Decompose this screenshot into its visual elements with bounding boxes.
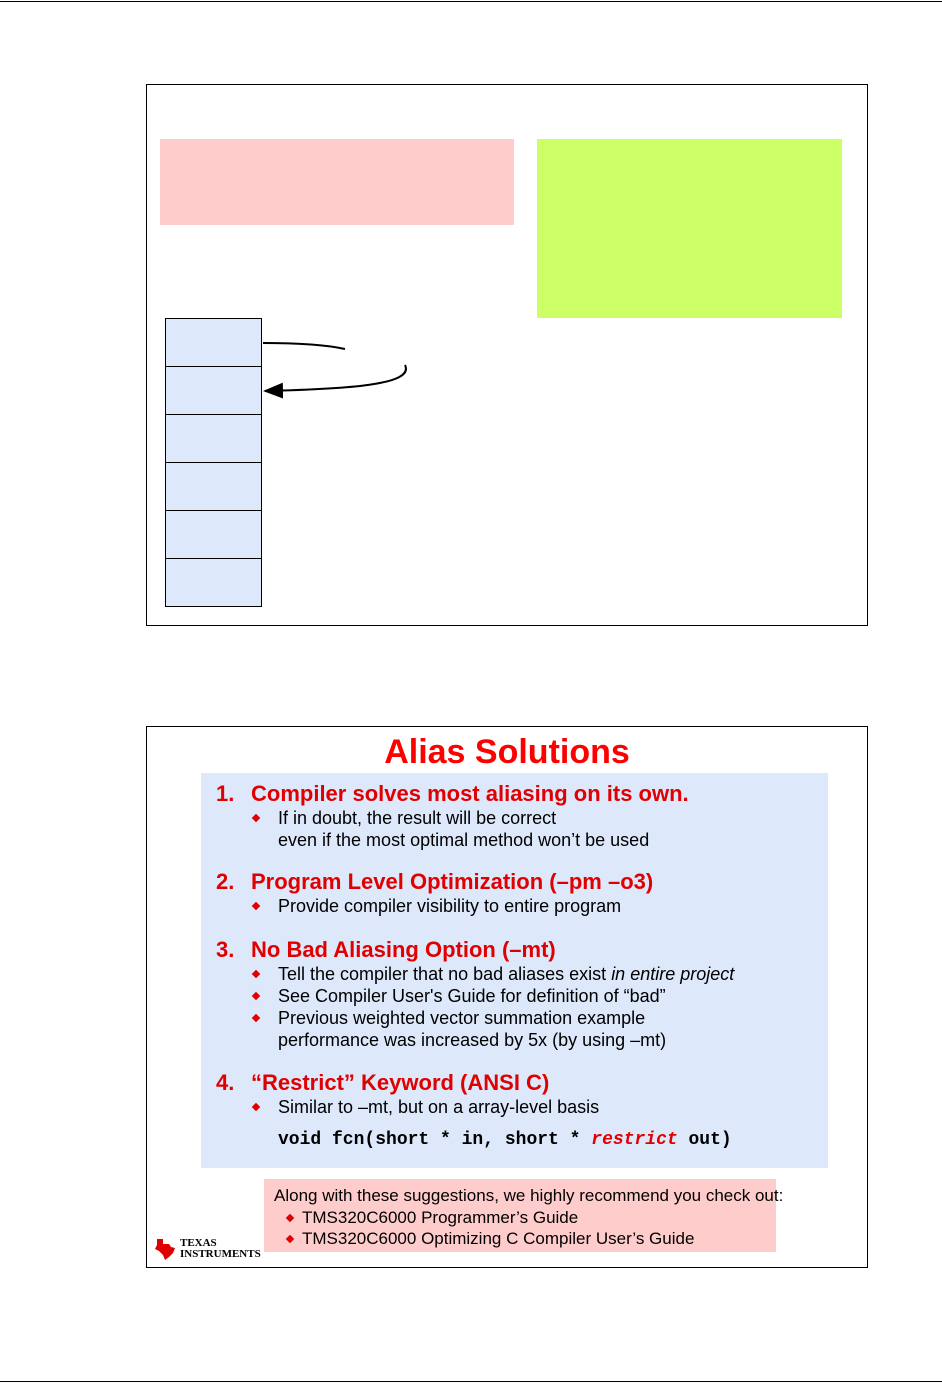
bullet-diamond-icon	[252, 1103, 260, 1111]
texas-instruments-logo	[153, 1237, 261, 1261]
memory-array	[165, 318, 262, 607]
memory-cell	[165, 462, 262, 511]
bullet-diamond-icon	[252, 970, 260, 978]
solution-number: 3.	[216, 937, 235, 962]
bullet-item: See Compiler User's Guide for definition of “bad”	[278, 985, 734, 1007]
slide-title: Alias Solutions	[384, 733, 630, 771]
solution-heading-text: Compiler solves most aliasing on its own.	[251, 781, 689, 806]
solution-heading-text: “Restrict” Keyword (ANSI C)	[251, 1070, 550, 1095]
solution-heading	[216, 869, 653, 895]
recommendation-item: TMS320C6000 Optimizing C Compiler User’s Guide	[302, 1228, 766, 1249]
bullet-item: Previous weighted vector summation example performance was increased by 5x (by using –mt)	[278, 1007, 734, 1051]
recommendation-intro: Along with these suggestions, we highly recommend you check out:	[274, 1186, 784, 1205]
bullet-diamond-icon	[286, 1235, 294, 1243]
bullet-diamond-icon	[286, 1214, 294, 1222]
solution-2	[216, 869, 653, 917]
bullet-item: Similar to –mt, but on a array-level basis	[278, 1096, 732, 1118]
solution-4	[216, 1070, 732, 1150]
recommendation-box	[264, 1179, 784, 1252]
bullet-diamond-icon	[252, 992, 260, 1000]
arrow-upper-curve	[263, 343, 345, 349]
recommendation-item: TMS320C6000 Programmer’s Guide	[302, 1207, 766, 1228]
memory-cell	[165, 558, 262, 607]
bullet-item: Tell the compiler that no bad aliases exist in entire project	[278, 963, 734, 985]
solution-1	[216, 781, 689, 851]
memory-cell	[165, 510, 262, 559]
pink-callout-box	[160, 139, 514, 225]
solution-number: 2.	[216, 869, 235, 894]
solution-heading-text: Program Level Optimization (–pm –o3)	[251, 869, 654, 894]
ti-state-icon	[153, 1237, 177, 1261]
bullet-diamond-icon	[252, 1014, 260, 1022]
solution-heading-text: No Bad Aliasing Option (–mt)	[251, 937, 556, 962]
solution-heading	[216, 781, 689, 807]
arrow-lower-curve	[265, 365, 406, 391]
solutions-panel	[201, 773, 828, 1168]
solution-3	[216, 937, 734, 1051]
solution-heading	[216, 937, 734, 963]
green-callout-box	[537, 139, 842, 318]
bullet-item: If in doubt, the result will be correct even if the most optimal method won’t be used	[278, 807, 689, 851]
solution-heading	[216, 1070, 732, 1096]
memory-cell	[165, 414, 262, 463]
bullet-diamond-icon	[252, 902, 260, 910]
bottom-rule	[0, 1381, 942, 1382]
bullet-item: Provide compiler visibility to entire program	[278, 895, 653, 917]
slide-aliasing-diagram	[146, 84, 868, 626]
top-rule	[0, 1, 942, 2]
slide-alias-solutions	[146, 726, 868, 1268]
code-example: void fcn(short * in, short * restrict out)	[278, 1130, 732, 1150]
bullet-diamond-icon	[252, 814, 260, 822]
solution-number: 4.	[216, 1070, 235, 1095]
logo-text: TEXAS INSTRUMENTS	[180, 1237, 261, 1260]
memory-cell	[165, 318, 262, 367]
memory-cell	[165, 366, 262, 415]
solution-number: 1.	[216, 781, 235, 806]
